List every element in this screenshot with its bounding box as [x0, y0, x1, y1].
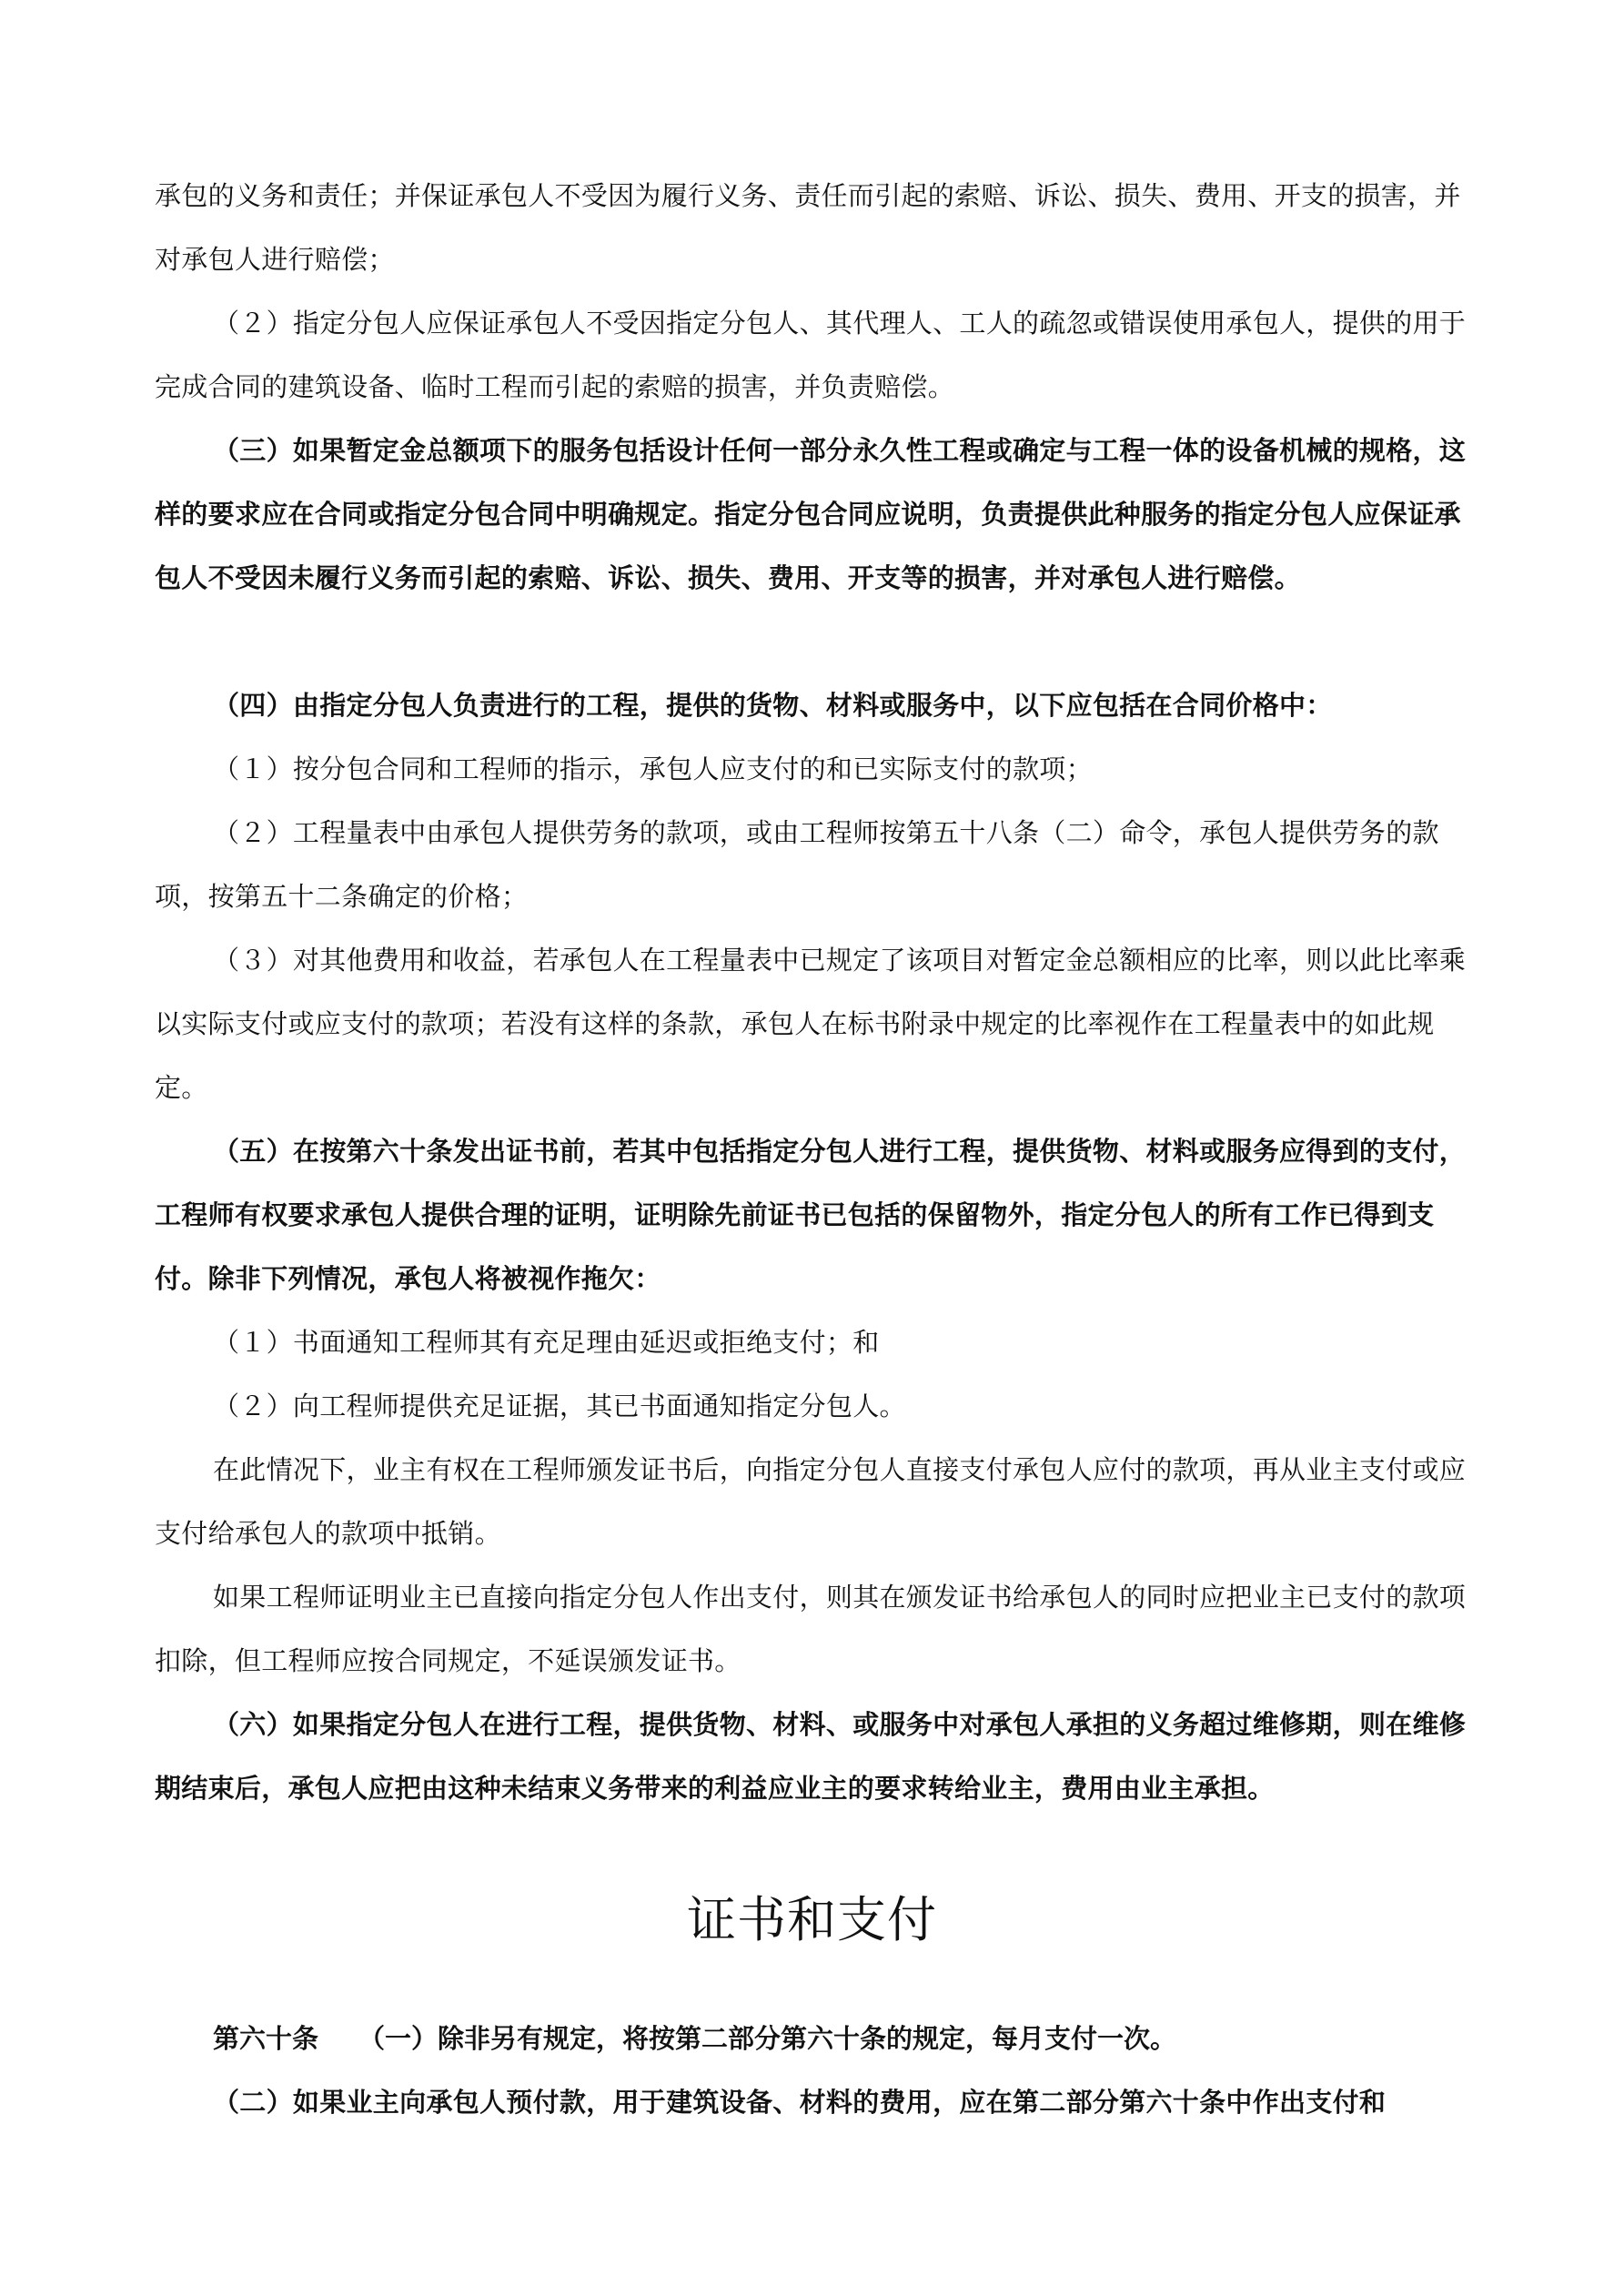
- paragraph-continuation: 承包的义务和责任；并保证承包人不受因为履行义务、责任而引起的索赔、诉讼、损失、费用、开支的损害，并对承包人进行赔偿；: [155, 180, 1461, 275]
- paragraph-item-2: （２）指定分包人应保证承包人不受因指定分包人、其代理人、工人的疏忽或错误使用承包人，提供的用于完成合同的建筑设备、临时工程而引起的索赔的损害，并负责赔偿。: [155, 308, 1467, 402]
- article-label: 第六十条: [213, 2023, 319, 2054]
- article-60-clause-2: （二）如果业主向承包人预付款，用于建筑设备、材料的费用，应在第二部分第六十条中作出支付和: [213, 2087, 1387, 2118]
- paragraph-engineer-certify: 如果工程师证明业主已直接向指定分包人作出支付，则其在颁发证书给承包人的同时应把业主已支付的款项扣除，但工程师应按合同规定，不延误颁发证书。: [155, 1582, 1467, 1676]
- paragraph-item-5-2: （２）向工程师提供充足证据，其已书面通知指定分包人。: [213, 1391, 906, 1421]
- paragraph-item-5-1: （１）书面通知工程师其有充足理由延迟或拒绝支付；和: [213, 1327, 880, 1358]
- section-title: 证书和支付: [687, 1891, 937, 1948]
- article-60-clause-1: [213, 2007, 1487, 2070]
- paragraph-owner-payment: 在此情况下，业主有权在工程师颁发证书后，向指定分包人直接支付承包人应付的款项，再从业主支付或应支付给承包人的款项中抵销。: [155, 1454, 1467, 1549]
- paragraph-clause-6: （六）如果指定分包人在进行工程，提供货物、材料、或服务中对承包人承担的义务超过维修期，则在维修期结束后，承包人应把由这种未结束义务带来的利益应业主的要求转给业主，费用由业主承担。: [155, 1709, 1467, 1804]
- paragraph-clause-4: （四）由指定分包人负责进行的工程，提供的货物、材料或服务中，以下应包括在合同价格中：: [213, 690, 1333, 721]
- paragraph-item-4-1: （１）按分包合同和工程师的指示，承包人应支付的和已实际支付的款项；: [213, 754, 1093, 784]
- paragraph-item-4-3: （３）对其他费用和收益，若承包人在工程量表中已规定了该项目对暂定金总额相应的比率，则以此比率乘以实际支付或应支付的款项；若没有这样的条款，承包人在标书附录中规定的比率视作在工程量表中的如此规定。: [155, 945, 1467, 1103]
- paragraph-clause-5: （五）在按第六十条发出证书前，若其中包括指定分包人进行工程，提供货物、材料或服务应得到的支付，工程师有权要求承包人提供合理的证明，证明除先前证书已包括的保留物外，指定分包人的所有工作已得到支付。除非下列情况，承包人将被视作拖欠：: [155, 1136, 1467, 1294]
- article-clause-1-text: （一）除非另有规定，将按第二部分第六十条的规定，每月支付一次。: [358, 2023, 1177, 2054]
- paragraph-clause-3: （三）如果暂定金总额项下的服务包括设计任何一部分永久性工程或确定与工程一体的设备机械的规格，这样的要求应在合同或指定分包合同中明确规定。指定分包合同应说明，负责提供此种服务的指定分包人应保证承包人不受因未履行义务而引起的索赔、诉讼、损失、费用、开支等的损害，并对承包人进行赔偿。: [155, 435, 1467, 593]
- paragraph-item-4-2: （２）工程量表中由承包人提供劳务的款项，或由工程师按第五十八条（二）命令，承包人提供劳务的款项，按第五十二条确定的价格；: [155, 817, 1439, 912]
